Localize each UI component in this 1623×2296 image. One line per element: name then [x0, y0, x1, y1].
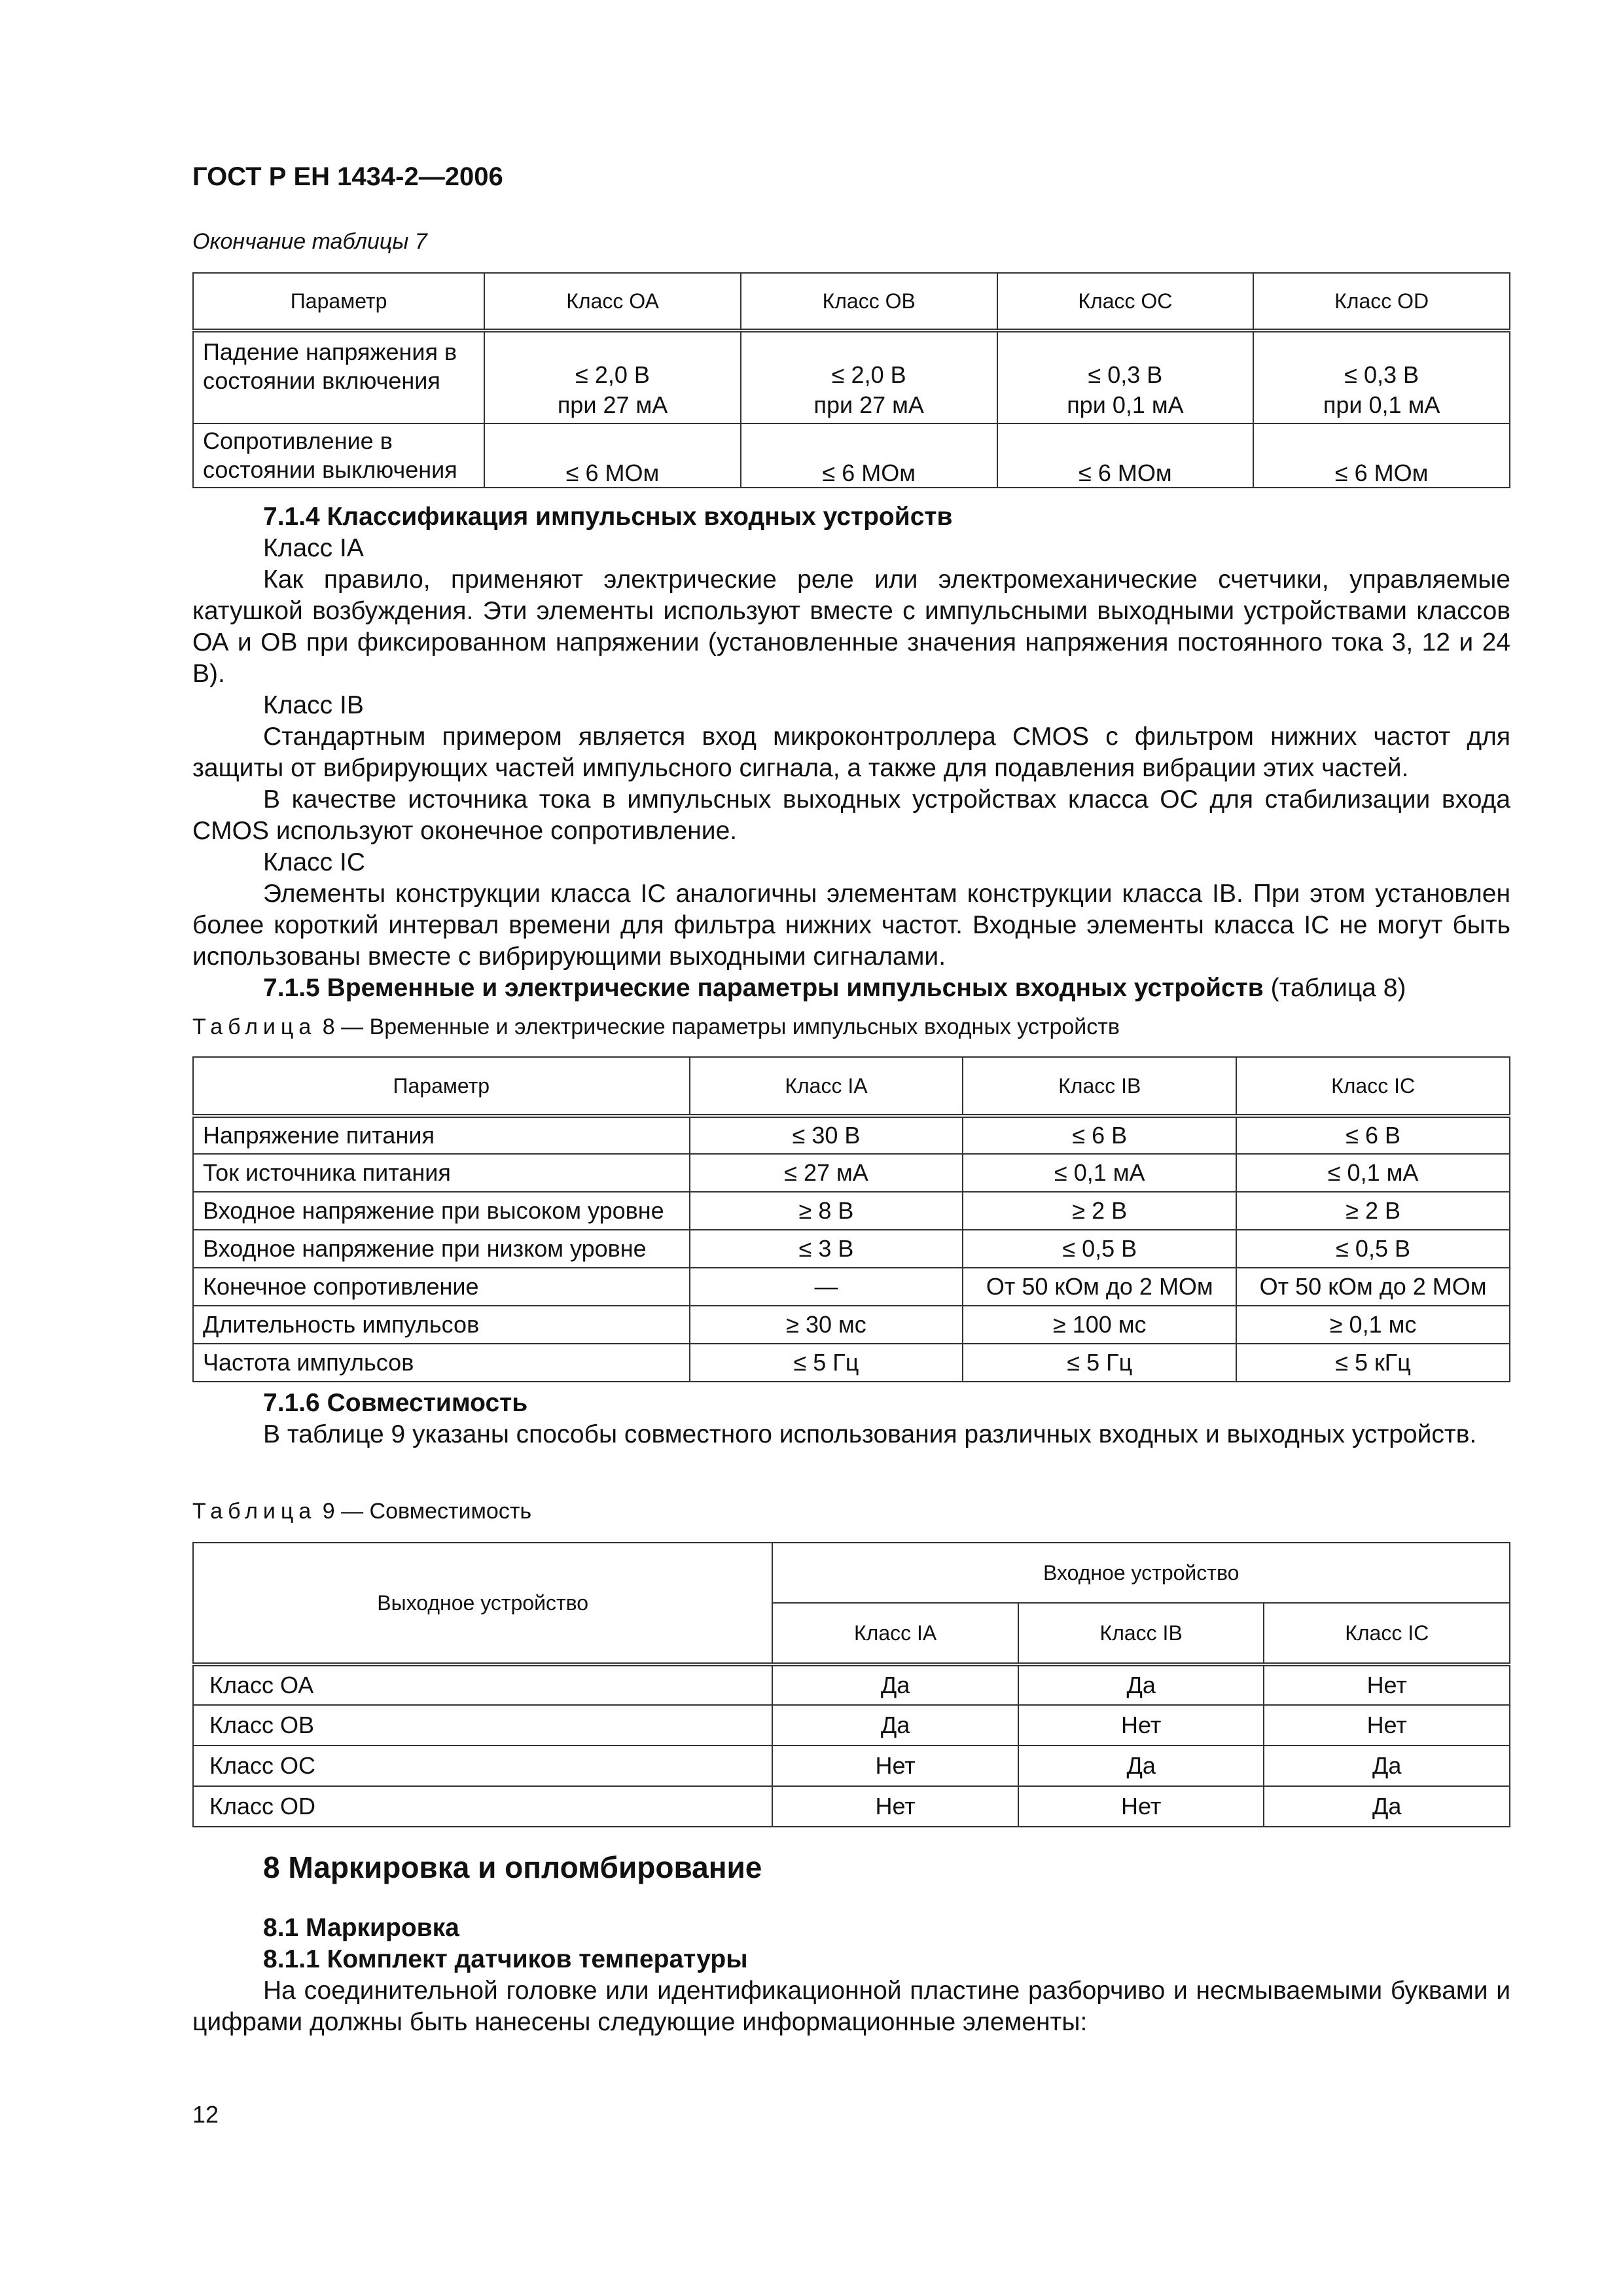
section-heading: 7.1.6 Совместимость — [263, 1389, 528, 1417]
paragraph: В таблице 9 указаны способы совместного использования различных входных и выходных устройств. — [263, 1420, 1477, 1448]
table8-header-ib: Класс IB — [963, 1057, 1236, 1116]
table-row — [193, 1746, 1510, 1786]
table-cell: ≤ 30 В — [690, 1116, 963, 1154]
caption-label: Таблица — [192, 1014, 317, 1039]
class-label: Класс IA — [263, 534, 364, 562]
caption-label: Таблица — [192, 1499, 317, 1524]
table9-header-ic: Класс IC — [1264, 1603, 1510, 1664]
table-row — [193, 1705, 1510, 1746]
table-cell: Да — [1018, 1746, 1264, 1786]
table-cell: ≤ 6 МОм — [1253, 423, 1510, 488]
table-cell: Да — [1018, 1664, 1264, 1705]
table-cell: ≤ 0,3 В при 0,1 мА — [997, 331, 1254, 423]
table9-caption — [192, 1499, 531, 1524]
table-row — [193, 1230, 1510, 1268]
table-cell: Класс OD — [193, 1786, 772, 1827]
table-cell: ≤ 0,3 В при 0,1 мА — [1253, 331, 1510, 423]
table-cell: ≤ 2,0 В при 27 мА — [741, 331, 997, 423]
table8 — [192, 1056, 1510, 1382]
table-cell: ≥ 30 мс — [690, 1306, 963, 1344]
table-row — [193, 1664, 1510, 1705]
table9-header-ia: Класс IA — [772, 1603, 1018, 1664]
table-cell: ≤ 2,0 В при 27 мА — [484, 331, 741, 423]
page-number: 12 — [192, 2101, 219, 2128]
table-cell: Да — [1264, 1746, 1510, 1786]
table-cell: ≥ 2 В — [1236, 1192, 1510, 1230]
table-cell: ≤ 6 В — [1236, 1116, 1510, 1154]
table-row — [193, 1786, 1510, 1827]
table-row — [193, 1192, 1510, 1230]
table-cell: ≤ 6 МОм — [997, 423, 1254, 488]
table-cell: Класс ОВ — [193, 1705, 772, 1746]
table-cell: ≤ 3 В — [690, 1230, 963, 1268]
table-cell: ≤ 5 Гц — [690, 1344, 963, 1382]
section-heading-7-1-5 — [192, 973, 1510, 1004]
section-7-1-6 — [192, 1388, 1510, 1450]
table-row — [193, 1116, 1510, 1154]
table-cell: ≥ 8 В — [690, 1192, 963, 1230]
table-cell: ≤ 27 мА — [690, 1154, 963, 1192]
table-cell: Да — [772, 1664, 1018, 1705]
table8-caption — [192, 1014, 1120, 1040]
section-heading: 7.1.5 Временные и электрические параметры импульсных входных устройств — [263, 974, 1264, 1002]
table-cell: ≥ 2 В — [963, 1192, 1236, 1230]
document-title: ГОСТ Р ЕН 1434-2—2006 — [192, 162, 503, 191]
table-cell: Да — [772, 1705, 1018, 1746]
table-cell: ≤ 0,1 мА — [1236, 1154, 1510, 1192]
caption-text: 9 — Совместимость — [316, 1499, 532, 1524]
table-cell: Класс ОС — [193, 1746, 772, 1786]
class-label: Класс IC — [263, 848, 365, 876]
table-cell: От 50 кОм до 2 МОм — [1236, 1268, 1510, 1306]
table-cell: ≤ 6 В — [963, 1116, 1236, 1154]
table-cell: ≥ 0,1 мс — [1236, 1306, 1510, 1344]
table-cell: ≤ 0,5 В — [1236, 1230, 1510, 1268]
heading-suffix: (таблица 8) — [1263, 974, 1406, 1002]
table-cell: ≥ 100 мс — [963, 1306, 1236, 1344]
table-row — [193, 1306, 1510, 1344]
table-cell: Нет — [1018, 1786, 1264, 1827]
table7-header-ob: Класс ОВ — [741, 273, 997, 331]
section-8-heading: 8 Маркировка и опломбирование — [263, 1850, 762, 1884]
table-cell: Класс ОА — [193, 1664, 772, 1705]
table-cell: ≤ 5 кГц — [1236, 1344, 1510, 1382]
table-cell: Нет — [1264, 1664, 1510, 1705]
table-cell: Нет — [772, 1786, 1018, 1827]
table-cell: От 50 кОм до 2 МОм — [963, 1268, 1236, 1306]
table-cell: Нет — [1264, 1705, 1510, 1746]
table-cell: Напряжение питания — [193, 1116, 690, 1154]
table9 — [192, 1542, 1510, 1827]
table-row — [193, 1344, 1510, 1382]
paragraph: На соединительной головке или идентификационной пластине разборчиво и несмываемыми буквами и цифрами должны быть нанесены следующие информационные элементы: — [192, 1977, 1510, 2036]
section-7-1-4 — [192, 501, 1510, 1004]
caption-text: 8 — Временные и электрические параметры импульсных входных устройств — [316, 1014, 1120, 1039]
table8-header-param: Параметр — [193, 1057, 690, 1116]
table-cell: ≤ 5 Гц — [963, 1344, 1236, 1382]
table-row — [193, 1268, 1510, 1306]
table-cell: Падение напряжения в состоянии включения — [193, 331, 484, 423]
table8-header-ia: Класс IA — [690, 1057, 963, 1116]
table-cell: Частота импульсов — [193, 1344, 690, 1382]
table-cell: ≤ 0,1 мА — [963, 1154, 1236, 1192]
table-cell: Нет — [1018, 1705, 1264, 1746]
table9-header-input: Входное устройство — [772, 1543, 1510, 1603]
paragraph: Элементы конструкции класса IC аналогичны элементам конструкции класса IB. При этом установлен более короткий интервал времени для фильтра нижних частот. Входные элементы класса IC не могут быть использованы вместе с вибрирующими выходными сигналами. — [192, 880, 1510, 971]
class-label: Класс IB — [263, 691, 364, 719]
table-cell: ≤ 6 МОм — [484, 423, 741, 488]
paragraph: Стандартным примером является вход микроконтроллера CMOS с фильтром нижних частот для защиты от вибрирующих частей импульсного сигнала, а также для подавления вибрации этих частей. — [192, 723, 1510, 782]
table-row — [193, 1154, 1510, 1192]
table-cell: ≤ 0,5 В — [963, 1230, 1236, 1268]
table-cell: Длительность импульсов — [193, 1306, 690, 1344]
table-cell: Входное напряжение при высоком уровне — [193, 1192, 690, 1230]
table-cell: Конечное сопротивление — [193, 1268, 690, 1306]
table-cell: Да — [1264, 1786, 1510, 1827]
table7-header-oc: Класс ОС — [997, 273, 1254, 331]
table7-caption: Окончание таблицы 7 — [192, 229, 427, 254]
section-heading: 7.1.4 Классификация импульсных входных устройств — [263, 503, 953, 531]
table7-header-param: Параметр — [193, 273, 484, 331]
paragraph: В качестве источника тока в импульсных выходных устройствах класса ОС для стабилизации входа CMOS используют оконечное сопротивление. — [192, 785, 1510, 845]
table7-header-oa: Класс ОА — [484, 273, 741, 331]
table-cell: — — [690, 1268, 963, 1306]
section-heading: 8.1 Маркировка — [263, 1914, 459, 1942]
table7-header-od: Класс OD — [1253, 273, 1510, 331]
table9-header-ib: Класс IB — [1018, 1603, 1264, 1664]
table-cell: Входное напряжение при низком уровне — [193, 1230, 690, 1268]
table7 — [192, 272, 1510, 488]
table-cell: ≤ 6 МОм — [741, 423, 997, 488]
table9-header-output: Выходное устройство — [193, 1543, 772, 1664]
paragraph: Как правило, применяют электрические реле или электромеханические счетчики, управляемые катушкой возбуждения. Эти элементы используют вместе с импульсными выходными устройствами классов ОА и ОВ при фиксированном напряжении (установленные значения напряжения постоянного тока 3, 12 и 24 В). — [192, 565, 1510, 688]
table-cell: Нет — [772, 1746, 1018, 1786]
table-cell: Сопротивление в состоянии выключения — [193, 423, 484, 488]
section-8-1 — [192, 1912, 1510, 2038]
table-cell: Ток источника питания — [193, 1154, 690, 1192]
table8-header-ic: Класс IC — [1236, 1057, 1510, 1116]
section-heading: 8.1.1 Комплект датчиков температуры — [263, 1945, 748, 1973]
